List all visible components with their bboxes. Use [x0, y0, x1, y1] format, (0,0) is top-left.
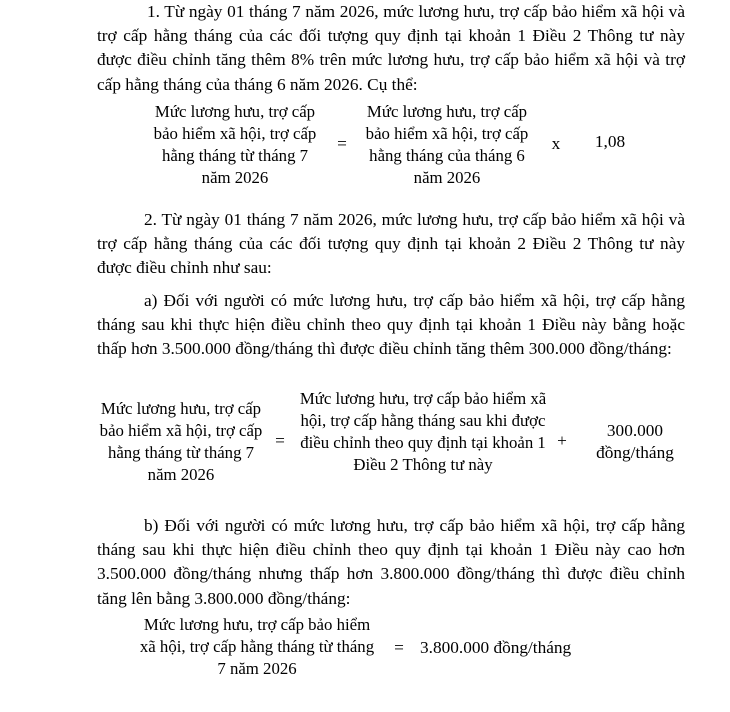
formula-3-rhs: 3.800.000 đồng/tháng — [420, 638, 572, 657]
paragraph-1: 1. Từ ngày 01 tháng 7 năm 2026, mức lương hưu, trợ cấp bảo hiểm xã hội và trợ cấp hằng tháng của các đối tượng quy định tại khoản 1 Điều 2 Thông tư này được điều chỉnh tăng thêm 8% trên mức lương hưu, trợ cấp bảo hiểm xã hội và trợ cấp hằng tháng của tháng 6 năm 2026. Cụ thể: — [97, 2, 685, 94]
formula-2-rhs: Mức lương hưu, trợ cấp bảo hiểm xã hội, trợ cấp hằng tháng sau khi được điều chỉnh theo quy định tại khoản 1 Điều 2 Thông tư này — [299, 389, 547, 474]
formula-2-plus: + — [557, 431, 567, 450]
paragraph-2: 2. Từ ngày 01 tháng 7 năm 2026, mức lương hưu, trợ cấp bảo hiểm xã hội và trợ cấp hằng tháng của các đối tượng quy định tại khoản 2 Điều 2 Thông tư này được điều chỉnh như sau: — [97, 210, 685, 278]
formula-2-equals: = — [275, 431, 285, 450]
formula-1-factor: 1,08 — [594, 132, 626, 151]
paragraph-2b: b) Đối với người có mức lương hưu, trợ cấp bảo hiểm xã hội, trợ cấp hằng tháng sau khi thực hiện điều chỉnh theo quy định tại khoản 1 Điều này cao hơn 3.500.000 đồng/tháng nhưng thấp hơn 3.800.000 đồng/tháng thì được điều chỉnh tăng lên bằng 3.800.000 đồng/tháng: — [97, 516, 685, 608]
formula-3-lhs: Mức lương hưu, trợ cấp bảo hiểm xã hội, trợ cấp hằng tháng từ tháng 7 năm 2026 — [139, 615, 375, 678]
formula-1-multiply: x — [551, 134, 561, 153]
formula-1-rhs: Mức lương hưu, trợ cấp bảo hiểm xã hội, trợ cấp hằng tháng của tháng 6 năm 2026 — [365, 102, 529, 187]
formula-1-lhs: Mức lương hưu, trợ cấp bảo hiểm xã hội, trợ cấp hằng tháng từ tháng 7 năm 2026 — [153, 102, 317, 187]
formula-2-addend: 300.000 đồng/tháng — [596, 421, 674, 462]
formula-2-lhs: Mức lương hưu, trợ cấp bảo hiểm xã hội, trợ cấp hằng tháng từ tháng 7 năm 2026 — [99, 399, 263, 484]
formula-3-equals: = — [394, 638, 404, 657]
formula-1-equals: = — [337, 134, 347, 153]
paragraph-2a: a) Đối với người có mức lương hưu, trợ cấp bảo hiểm xã hội, trợ cấp hằng tháng sau khi thực hiện điều chỉnh theo quy định tại khoản 1 Điều này bằng hoặc thấp hơn 3.500.000 đồng/tháng thì được điều chỉnh tăng thêm 300.000 đồng/tháng: — [97, 291, 685, 359]
